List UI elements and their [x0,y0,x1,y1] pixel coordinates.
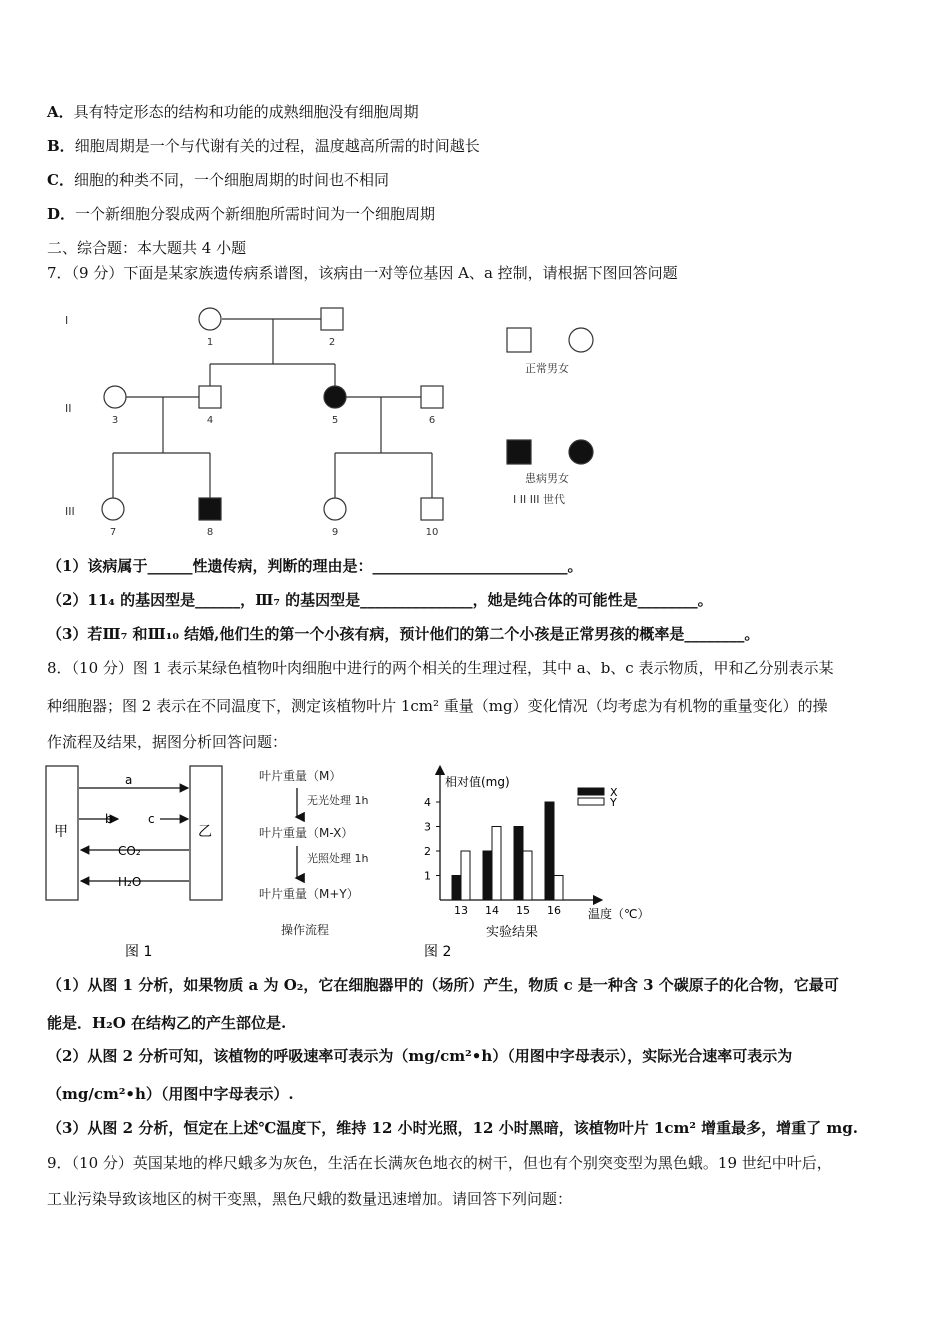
x-tick-label: 16 [547,904,561,917]
y-tick-label: 2 [424,845,431,858]
legend-normal-label: 正常男女 [525,362,569,375]
operation-flow [255,764,405,944]
q7-sub-1: （1）该病属于______性遗传病，判断的理由是：__________________________。 [47,557,583,575]
flow-step-1: 叶片重量（M） [259,769,342,783]
option-key: C． [47,171,74,189]
option-key: B． [47,137,75,155]
option-key: A． [47,103,74,121]
legend-swatch-y [578,798,604,805]
individual-2 [321,308,343,330]
gen-label-1: I [65,314,69,327]
bar-y-16 [554,876,563,901]
q8-sub-3: （2）从图 2 分析可知，该植物的呼吸速率可表示为（mg/cm²•h）（用图中字母表示），实际光合速率可表示为 [47,1047,793,1065]
section-title: 二、综合题：本大题共 4 小题 [47,239,247,257]
q9-stem-2: 工业污染导致该地区的树干变黑，黑色尺蛾的数量迅速增加。请回答下列问题： [47,1190,573,1208]
id-9: 9 [331,527,339,538]
legend-label-x: X [610,786,618,799]
legend-affected-male [507,440,531,464]
organelle-yi-label: 乙 [198,824,212,840]
y-tick-label: 4 [424,796,431,809]
option-text: 细胞的种类不同，一个细胞周期的时间也不相同 [73,171,389,189]
id-10: 10 [425,527,439,538]
id-2: 2 [328,337,336,348]
id-3: 3 [111,415,119,426]
q7-sub-3: （3）若Ⅲ₇ 和Ⅲ₁₀ 结婚,他们生的第一个小孩有病，预计他们的第二个小孩是正常男孩的概率是________。 [47,625,760,643]
y-tick-label: 3 [424,820,431,834]
individual-4 [199,386,221,408]
option-key: D． [47,205,76,223]
q8-sub-4: （mg/cm²•h）（用图中字母表示）. [47,1085,294,1103]
substance-b: b [105,812,113,826]
chart-title: 实验结果 [486,925,539,940]
id-6: 6 [428,415,436,426]
individual-7 [102,498,124,520]
option-a [47,102,419,122]
id-8: 8 [206,527,214,538]
flow-step-2: 叶片重量（M-X） [259,826,354,840]
q8-stem-3: 作流程及结果，据图分析回答问题： [47,733,288,751]
q8-sub-1: （1）从图 1 分析，如果物质 a 为 O₂，它在细胞器甲的（场所）产生，物质 c 是一种含 3 个碳原子的化合物，它最可 [47,976,839,994]
q7-sub-2: （2）11₄ 的基因型是______，Ⅲ₇ 的基因型是_______________，她是纯合体的可能性是________。 [47,591,713,609]
individual-3 [104,386,126,408]
individual-1 [199,308,221,330]
figure-1 [45,764,245,964]
flow-process-1: 无光处理 1h [307,794,369,807]
option-text: 细胞周期是一个与代谢有关的过程，温度越高所需的时间越长 [74,137,480,155]
bar-x-15 [514,827,523,901]
figure-1-caption: 图 1 [125,944,153,960]
option-text: 一个新细胞分裂成两个新细胞所需时间为一个细胞周期 [75,205,436,223]
q8-sub-5: （3）从图 2 分析，恒定在上述℃温度下，维持 12 小时光照，12 小时黑暗，该植物叶片 1cm² 增重最多，增重了 mg. [47,1119,858,1137]
individual-8 [199,498,221,520]
x-tick-label: 13 [454,904,468,917]
legend-normal-male [507,328,531,352]
bar-x-16 [545,802,554,900]
q8-sub-2: 能是．H₂O 在结构乙的产生部位是. [47,1014,287,1032]
flow-process-2: 光照处理 1h [307,852,369,865]
figure-2-caption: 图 2 [424,944,452,960]
id-4: 4 [206,415,214,426]
x-tick-label: 14 [485,904,499,917]
substance-h2o: H₂O [118,875,142,889]
option-d [47,204,435,224]
id-1: 1 [206,337,214,348]
y-axis-label: 相对值(mg) [445,775,510,789]
individual-5 [324,386,346,408]
legend-affected-female [569,440,593,464]
legend-label-y: Y [610,796,617,809]
id-5: 5 [331,415,339,426]
bar-y-15 [523,851,532,900]
organelle-jia-label: 甲 [54,824,68,840]
figure-2-chart [410,764,660,964]
option-c [47,170,389,190]
bar-y-13 [461,851,470,900]
q7-stem: 7．（9 分）下面是某家族遗传病系谱图，该病由一对等位基因 A、a 控制，请根据下图回答问题 [47,264,678,282]
x-tick-label: 15 [516,904,530,917]
substance-co2: CO₂ [118,844,141,858]
y-tick-label: 1 [424,869,431,883]
q8-stem-2: 种细胞器；图 2 表示在不同温度下，测定该植物叶片 1cm² 重量（mg）变化情况（均考虑为有机物的重量变化）的操 [47,697,828,715]
pedigree-chart [55,300,615,540]
substance-a: a [125,773,133,787]
id-7: 7 [109,527,117,538]
legend-normal-female [569,328,593,352]
q9-stem-1: 9．（10 分）英国某地的桦尺蛾多为灰色，生活在长满灰色地衣的树干，但也有个别突变型为黑色蛾。19 世纪中叶后， [47,1154,832,1172]
bar-x-13 [452,876,461,901]
flow-caption: 操作流程 [281,923,330,937]
bar-y-14 [492,827,501,901]
legend-swatch-x [578,788,604,795]
gen-label-2: II [65,402,72,415]
substance-c: c [148,812,155,826]
legend-affected-label: 患病男女 [525,472,569,485]
legend-generation-label: I II III 世代 [513,493,565,506]
option-text: 具有特定形态的结构和功能的成熟细胞没有细胞周期 [73,103,419,121]
individual-10 [421,498,443,520]
flow-step-3: 叶片重量（M+Y） [259,887,359,901]
individual-6 [421,386,443,408]
gen-label-3: III [65,505,75,518]
individual-9 [324,498,346,520]
bar-x-14 [483,851,492,900]
x-axis-label: 温度（℃） [588,907,650,921]
q8-stem-1: 8．（10 分）图 1 表示某绿色植物叶肉细胞中进行的两个相关的生理过程，其中 a、b、c 表示物质，甲和乙分别表示某 [47,659,834,677]
option-b [47,136,480,156]
